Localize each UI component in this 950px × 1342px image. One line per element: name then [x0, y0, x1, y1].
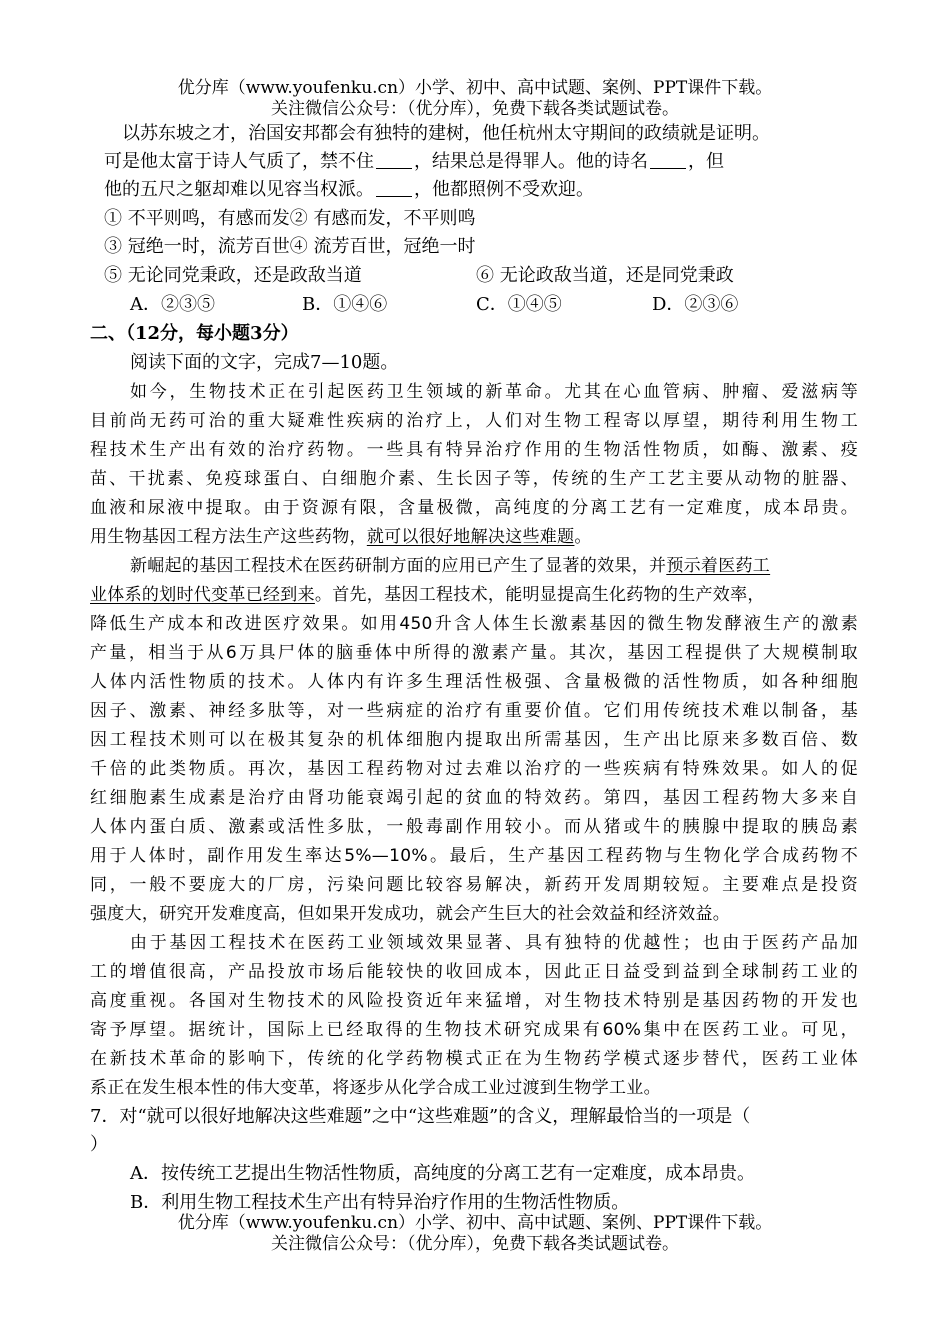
passage-p2-line-3: 降低生产成本和改进医疗效果。如用450升含人体生长激素基因的微生物发酵液生产的激素 — [90, 614, 858, 634]
q6-line-1: 以苏东坡之才，治国安邦都会有独特的建树，他任杭州太守期间的政绩就是证明。 — [122, 123, 770, 144]
passage-p2-second-b: 。首先，基因工程技术，能明显提高生化药物的生产效率， — [314, 585, 765, 605]
footer-line-2: 关注微信公众号：（优分库），免费下载各类试题试卷。 — [271, 1234, 679, 1254]
q6-line-2-part-c: ，但 — [688, 151, 724, 172]
q6-line-2 — [104, 148, 724, 176]
q6-options-1-2: ① 不平则鸣，有感而发② 有感而发，不平则鸣 — [104, 208, 476, 229]
blank-3 — [376, 178, 412, 197]
passage-p2-line-4: 产量，相当于从6万具尸体的脑垂体中所得的激素产量。其次，基因工程提供了大规模制取 — [90, 643, 858, 663]
passage-p1-line-6 — [90, 523, 592, 551]
passage-p2-line-12: 同，一般不要庞大的厂房，污染问题比较容易解决，新药开发周期较短。主要难点是投资 — [90, 875, 858, 895]
passage-p2-line-8: 千倍的此类物质。再次，基因工程药物对过去难以治疗的一些疾病有特殊效果。如人的促 — [90, 759, 858, 779]
q7-stem-line-1: 7．对“就可以很好地解决这些难题”之中“这些难题”的含义，理解最恰当的一项是（ — [90, 1106, 751, 1127]
blank-2 — [650, 150, 686, 169]
passage-p3-line-1: 由于基因工程技术在医药工业领域效果显著、具有独特的优越性；也由于医药产品加 — [130, 933, 858, 953]
passage-p3-line-5: 在新技术革命的影响下，传统的化学药物模式正在为生物药学模式逐步替代，医药工业体 — [90, 1049, 858, 1069]
q6-choice-c: C．①④⑤ — [476, 294, 562, 315]
underlined-phrase-foretell-2: 业体系的划时代变革已经到来 — [90, 585, 315, 605]
passage-p3-line-6: 系正在发生根本性的伟大变革，将逐步从化学合成工业过渡到生物学工业。 — [90, 1078, 661, 1098]
passage-p2-line-1 — [130, 552, 858, 580]
q6-line-2-part-b: ，结果总是得罪人。他的诗名 — [414, 151, 648, 172]
passage-p3-line-2: 工的增值很高，产品投放市场后能较快的收回成本，因此正日益受到益到全球制药工业的 — [90, 962, 858, 982]
passage-p2-line-2 — [90, 581, 858, 609]
passage-p1-line-1: 如今，生物技术正在引起医药卫生领域的新革命。尤其在心血管病、肿瘤、爱滋病等 — [130, 382, 858, 402]
passage-p2-line-13: 强度大，研究开发难度高，但如果开发成功，就会产生巨大的社会效益和经济效益。 — [90, 904, 731, 924]
passage-p2-line-6: 因子、激素、神经多肽等，对一些病症的治疗有重要价值。它们用传统技术难以制备，基 — [90, 701, 858, 721]
passage-p2-line-10: 人体内蛋白质、激素或活性多肽，一般毒副作用较小。而从猪或牛的胰腺中提取的胰岛素 — [90, 817, 858, 837]
section-2-instruction: 阅读下面的文字，完成7—10题。 — [130, 352, 399, 373]
passage-p1-line-2: 目前尚无药可治的重大疑难性疾病的治疗上，人们对生物工程寄以厚望，期待利用生物工 — [90, 411, 858, 431]
passage-p1-line-3: 程技术生产出有效的治疗药物。一些具有特异治疗作用的生物活性物质，如酶、激素、疫 — [90, 440, 858, 460]
passage-p2-first-a: 新崛起的基因工程技术在医药研制方面的应用已产生了显著的效果，并 — [130, 556, 667, 576]
passage-p3-line-4: 寄予厚望。据统计，国际上已经取得的生物技术研究成果有60%集中在医药工业。可见， — [90, 1020, 858, 1040]
passage-p1-line-4: 苗、干扰素、免疫球蛋白、白细胞介素、生长因子等，传统的生产工艺主要从动物的脏器、 — [90, 469, 858, 489]
q7-stem-line-2: ） — [90, 1134, 108, 1155]
q6-option-6: ⑥ 无论政敌当道，还是同党秉政 — [476, 265, 734, 286]
footer-line-1: 优分库（www.youfenku.cn）小学、初中、高中试题、案例、PPT课件下载。 — [177, 1213, 773, 1233]
passage-p2-line-9: 红细胞素生成素是治疗由肾功能衰竭引起的贫血的特效药。第四，基因工程药物大多来自 — [90, 788, 858, 808]
blank-1 — [376, 150, 412, 169]
passage-p2-line-5: 人体内活性物质的技术。人体内有许多生理活性极强、含量极微的活性物质，如各种细胞 — [90, 672, 858, 692]
passage-p1-line-5: 血液和尿液中提取。由于资源有限，含量极微，高纯度的分离工艺有一定难度，成本昂贵。 — [90, 498, 858, 518]
q6-choice-b: B．①④⑥ — [302, 294, 388, 315]
q6-line-3-part-b: ，他都照例不受欢迎。 — [414, 179, 594, 200]
q6-choice-a: A．②③⑤ — [130, 294, 215, 315]
q7-option-a: A．按传统工艺提出生物活性物质，高纯度的分离工艺有一定难度，成本昂贵。 — [130, 1163, 755, 1184]
header-line-2: 关注微信公众号：（优分库），免费下载各类试题试卷。 — [271, 99, 679, 119]
underlined-phrase-foretell-1: 预示着医药工 — [666, 556, 771, 576]
q6-options-3-4: ③ 冠绝一时，流芳百世④ 流芳百世，冠绝一时 — [104, 236, 476, 257]
header-line-1: 优分库（www.youfenku.cn）小学、初中、高中试题、案例、PPT课件下载。 — [177, 78, 773, 98]
passage-p3-line-3: 高度重视。各国对生物技术的风险投资近年来猛增，对生物技术特别是基因药物的开发也 — [90, 991, 858, 1011]
q7-option-b: B．利用生物工程技术生产出有特异治疗作用的生物活性物质。 — [130, 1192, 630, 1213]
q6-line-2-part-a: 可是他太富于诗人气质了，禁不住 — [104, 151, 374, 172]
passage-p2-line-11: 用于人体时，副作用发生率达5%—10%。最后，生产基因工程药物与生物化学合成药物不 — [90, 846, 858, 866]
q6-line-3 — [104, 176, 594, 204]
q6-choice-d: D．②③⑥ — [652, 294, 739, 315]
passage-p1-last-b: 。 — [574, 527, 592, 547]
passage-p1-last-a: 用生物基因工程方法生产这些药物， — [90, 527, 367, 547]
passage-p2-line-7: 因工程技术则可以在极其复杂的机体细胞内提取出所需基因，生产出比原来多数百倍、数 — [90, 730, 858, 750]
section-2-title: 二、（12分，每小题3分） — [90, 323, 299, 344]
underlined-phrase-difficulties: 就可以很好地解决这些难题 — [366, 527, 575, 547]
q6-line-3-part-a: 他的五尺之躯却难以见容当权派。 — [104, 179, 374, 200]
q6-option-5: ⑤ 无论同党秉政，还是政敌当道 — [104, 265, 362, 286]
